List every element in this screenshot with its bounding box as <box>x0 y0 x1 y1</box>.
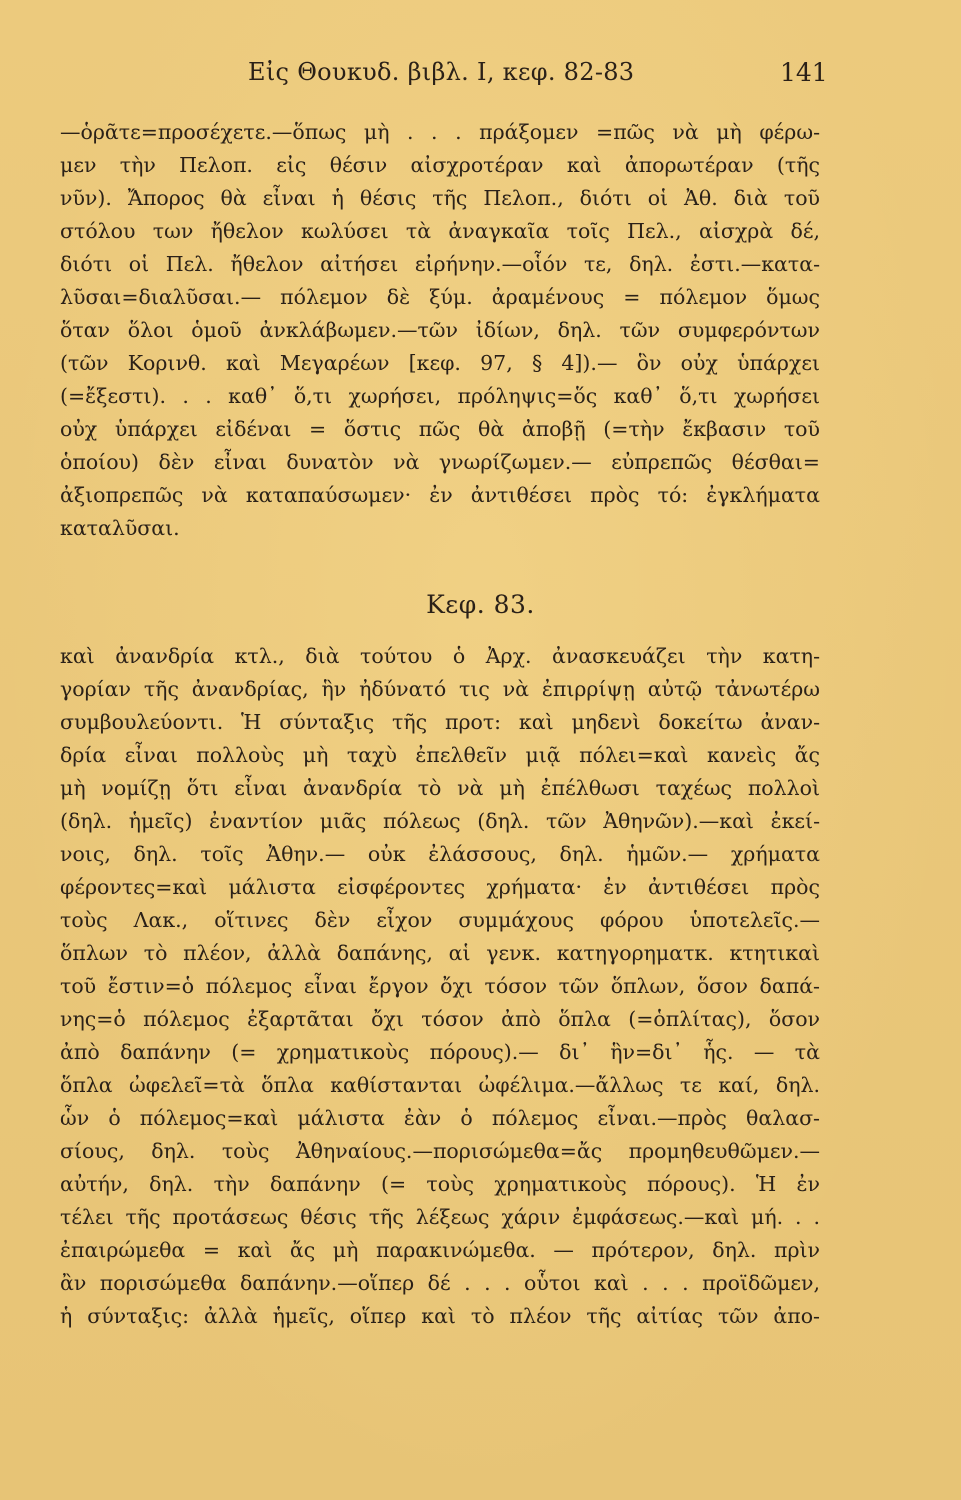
text-line: ἀξιοπρεπῶς νὰ καταπαύσωμεν· ἐν ἀντιθέσει πρὸς τό: ἐγκλήματα <box>60 483 820 507</box>
text-line: αὐτήν, δηλ. τὴν δαπάνην (= τοὺς χρηματικοὺς πόρους). Ἡ ἐν <box>60 1172 820 1196</box>
text-line: δρία εἶναι πολλοὺς μὴ ταχὺ ἐπελθεῖν μιᾷ πόλει=καὶ κανεὶς ἄς <box>60 743 820 767</box>
text-line: ἂν πορισώμεθα δαπάνην.—οἵπερ δέ . . . οὗτοι καὶ . . . προϊδῶμεν, <box>60 1271 820 1295</box>
text-line: γορίαν τῆς ἀνανδρίας, ἣν ἠδύνατό τις νὰ ἐπιρρίψῃ αὐτῷ τἀνωτέρω <box>60 677 820 701</box>
text-line: μὴ νομίζῃ ὅτι εἶναι ἀνανδρία τὸ νὰ μὴ ἐπέλθωσι ταχέως πολλοὶ <box>60 776 820 800</box>
text-line: ἡ σύνταξις: ἀλλὰ ἡμεῖς, οἵπερ καὶ τὸ πλέον τῆς αἰτίας τῶν ἀπο- <box>60 1304 820 1328</box>
text-line: ἀπὸ δαπάνην (= χρηματικοὺς πόρους).— δι᾽ ἣν=δι᾽ ἧς. — τὰ <box>60 1040 820 1064</box>
commentary-block-ch82 <box>60 116 820 545</box>
running-head <box>0 58 961 92</box>
text-line: ὅπλων τὸ πλέον, ἀλλὰ δαπάνης, αἱ γενκ. κατηγορηματκ. κτητικαὶ <box>60 941 820 965</box>
text-line: τοὺς Λακ., οἵτινες δὲν εἶχον συμμάχους φόρου ὑποτελεῖς.— <box>60 908 820 932</box>
text-line: νης=ὁ πόλεμος ἐξαρτᾶται ὄχι τόσον ἀπὸ ὅπλα (=ὁπλίτας), ὅσον <box>60 1007 820 1031</box>
text-line: (τῶν Κορινθ. καὶ Μεγαρέων [κεφ. 97, § 4]).— ὃν οὐχ ὑπάρχει <box>60 351 820 375</box>
text-line: ὅταν ὅλοι ὁμοῦ ἀνκλάβωμεν.—τῶν ἰδίων, δηλ. τῶν συμφερόντων <box>60 318 820 342</box>
text-line: καὶ ἀνανδρία κτλ., διὰ τούτου ὁ Ἀρχ. ἀνασκευάζει τὴν κατη- <box>60 644 820 668</box>
text-line: ὅπλα ὠφελεῖ=τὰ ὅπλα καθίστανται ὠφέλιμα.—ἄλλως τε καί, δηλ. <box>60 1073 820 1097</box>
text-line: οὐχ ὑπάρχει εἰδέναι = ὅστις πῶς θὰ ἀποβῇ (=τὴν ἔκβασιν τοῦ <box>60 417 820 441</box>
text-line: ὧν ὁ πόλεμος=καὶ μάλιστα ἐὰν ὁ πόλεμος εἶναι.—πρὸς θαλασ- <box>60 1106 820 1130</box>
text-line: νοις, δηλ. τοῖς Ἀθην.— οὐκ ἐλάσσους, δηλ. ἡμῶν.— χρήματα <box>60 842 820 866</box>
commentary-block-ch83 <box>60 640 820 1333</box>
text-line: σίους, δηλ. τοὺς Ἀθηναίους.—πορισώμεθα=ἄς προμηθευθῶμεν.— <box>60 1139 820 1163</box>
text-line: ἐπαιρώμεθα = καὶ ἄς μὴ παρακινώμεθα. — πρότερον, δηλ. πρὶν <box>60 1238 820 1262</box>
text-line: καταλῦσαι. <box>60 516 180 540</box>
text-line: τέλει τῆς προτάσεως θέσις τῆς λέξεως χάριν ἐμφάσεως.—καὶ μή. . . <box>60 1205 820 1229</box>
text-line: (=ἔξεστι). . . καθ᾽ ὅ,τι χωρήσει, πρόληψις=ὅς καθ᾽ ὅ,τι χωρήσει <box>60 384 820 408</box>
text-line: —ὁρᾶτε=προσέχετε.—ὅπως μὴ . . . πράξομεν =πῶς νὰ μὴ φέρω- <box>60 120 820 144</box>
text-line: νῦν). Ἄπορος θὰ εἶναι ἡ θέσις τῆς Πελοπ., διότι οἱ Ἀθ. διὰ τοῦ <box>60 186 820 210</box>
text-line: συμβουλεύοντι. Ἡ σύνταξις τῆς προτ: καὶ μηδενὶ δοκείτω ἀναν- <box>60 710 820 734</box>
running-head-title: Εἰς Θουκυδ. βιβλ. I, κεφ. 82-83 <box>248 58 635 86</box>
section-heading: Κεφ. 83. <box>426 590 535 619</box>
text-line: ὁποίου) δὲν εἶναι δυνατὸν νὰ γνωρίζωμεν.— εὐπρεπῶς θέσθαι= <box>60 450 820 474</box>
text-line: μεν τὴν Πελοπ. εἰς θέσιν αἰσχροτέραν καὶ ἀπορωτέραν (τῆς <box>60 153 820 177</box>
text-line: φέροντες=καὶ μάλιστα εἰσφέροντες χρήματα· ἐν ἀντιθέσει πρὸς <box>60 875 820 899</box>
text-line: (δηλ. ἡμεῖς) ἐναντίον μιᾶς πόλεως (δηλ. τῶν Ἀθηνῶν).—καὶ ἐκεί- <box>60 809 820 833</box>
text-line: τοῦ ἔστιν=ὁ πόλεμος εἶναι ἔργον ὄχι τόσον τῶν ὅπλων, ὅσον δαπά- <box>60 974 820 998</box>
text-line: στόλου των ἤθελον κωλύσει τὰ ἀναγκαῖα τοῖς Πελ., αἰσχρὰ δέ, <box>60 219 820 243</box>
page-number: 141 <box>780 58 828 87</box>
text-line: διότι οἱ Πελ. ἤθελον αἰτήσει εἰρήνην.—οἷόν τε, δηλ. ἐστι.—κατα- <box>60 252 820 276</box>
text-line: λῦσαι=διαλῦσαι.— πόλεμον δὲ ξύμ. ἀραμένους = πόλεμον ὅμως <box>60 285 820 309</box>
